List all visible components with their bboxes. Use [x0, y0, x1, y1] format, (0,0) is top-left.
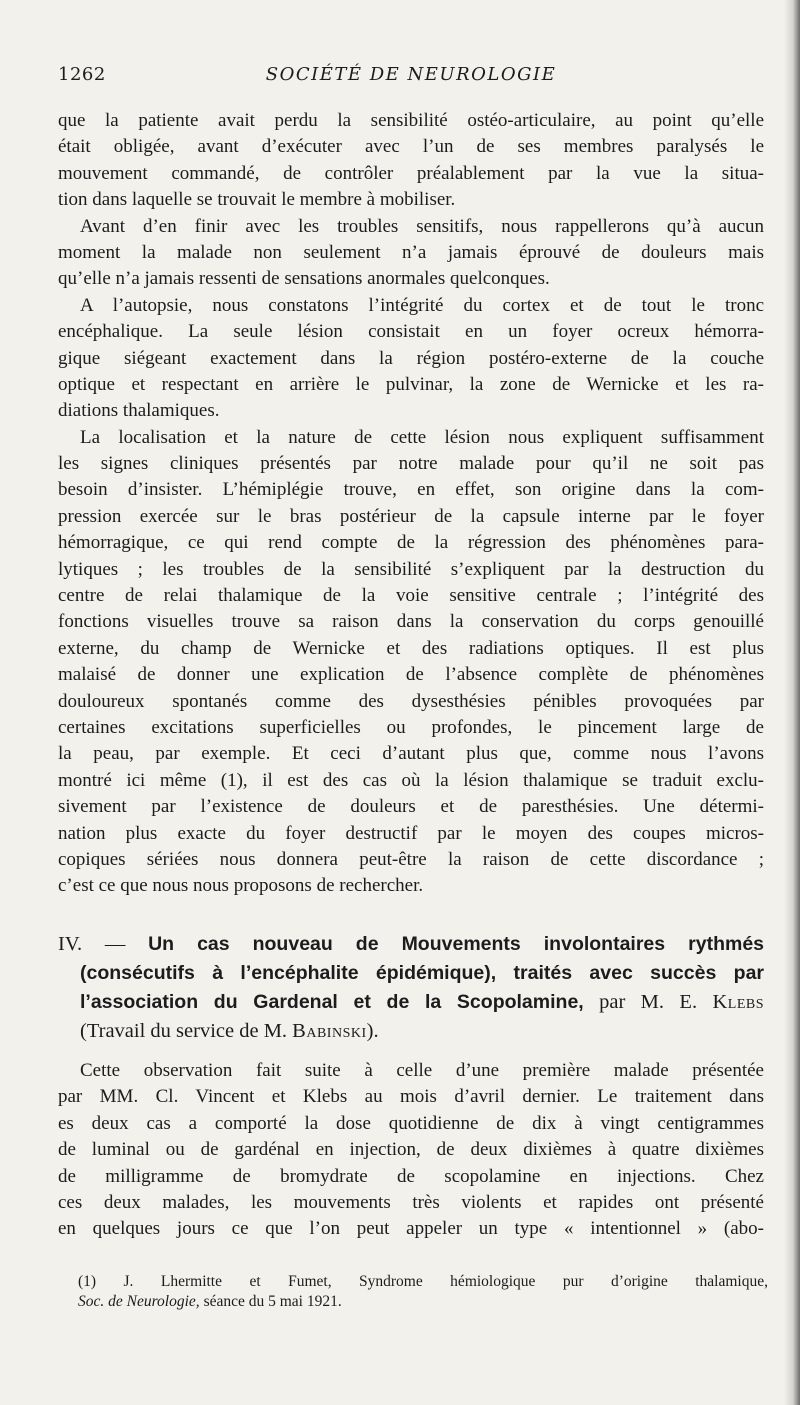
page-header	[58, 64, 764, 88]
text-line: fonctions visuelles trouve sa raison dans la conservation du corps genouillé	[58, 611, 764, 633]
text-line: douloureux spontanés comme des dysesthésies pénibles provoquées par	[58, 690, 764, 712]
text-line: en quelques jours ce que l’on peut appeler un type « intentionnel » (abo-	[58, 1218, 764, 1240]
page-number: 1262	[58, 64, 106, 85]
text-line: ces deux malades, les mouvements très violents et rapides ont présenté	[58, 1191, 764, 1213]
section-title-part-2: (consécutifs à l’encéphalite épidémique), traités avec succès par	[80, 962, 764, 984]
text-line: besoin d’insister. L’hémiplégie trouve, en effet, son origine dans la com-	[58, 479, 764, 501]
running-title: SOCIÉTÉ DE NEUROLOGIE	[265, 64, 557, 85]
text-line: les signes cliniques présentés par notre malade pour qu’il ne soit pas	[58, 453, 764, 475]
footnote-line-1: (1) J. Lhermitte et Fumet, Syndrome hémiologique pur d’origine thalamique,	[78, 1273, 768, 1290]
section-title-line-2	[58, 959, 764, 988]
text-line: optique et respectant en arrière le pulvinar, la zone de Wernicke et les ra-	[58, 373, 764, 395]
service-chief: Babinski	[292, 1020, 367, 1042]
service-prefix: (Travail du service de M.	[80, 1020, 288, 1042]
text-line: de milligramme de bromydrate de scopolamine en injections. Chez	[58, 1165, 764, 1187]
section-title-part-1: Un cas nouveau de Mouvements involontaires rythmés	[148, 933, 765, 955]
text-line: malaisé de donner une explication de l’absence complète de phénomènes	[58, 664, 764, 686]
section-heading	[58, 930, 764, 1046]
text-line: c’est ce que nous nous proposons de rechercher.	[58, 875, 424, 897]
body-text-section-2	[58, 1058, 764, 1243]
footnote-line-2	[78, 1292, 768, 1312]
text-line: A l’autopsie, nous constatons l’intégrité du cortex et de tout le tronc	[80, 294, 764, 316]
text-line: montré ici même (1), il est des cas où la lésion thalamique se traduit exclu-	[58, 769, 764, 791]
text-line: de luminal ou de gardénal en injection, de deux dixièmes à quatre dixièmes	[58, 1139, 764, 1161]
text-line: mouvement commandé, de contrôler préalablement par la vue la situa-	[58, 162, 764, 184]
footnote	[78, 1272, 768, 1312]
text-line: La localisation et la nature de cette lésion nous expliquent suffisamment	[80, 426, 764, 448]
section-service-line	[58, 1017, 764, 1046]
text-line: tion dans laquelle se trouvait le membre à mobiliser.	[58, 189, 456, 211]
text-line: externe, du champ de Wernicke et des radiations optiques. Il est plus	[58, 637, 764, 659]
text-line: copiques sériées nous donnera peut-être la raison de cette discordance ;	[58, 848, 764, 870]
text-line: moment la malade non seulement n’a jamais éprouvé de douleurs mais	[58, 241, 764, 263]
section-number: IV.	[58, 933, 83, 955]
text-line: qu’elle n’a jamais ressenti de sensations anormales quelconques.	[58, 268, 550, 290]
section-title-line-1	[58, 930, 764, 959]
text-line: Avant d’en finir avec les troubles sensitifs, nous rappellerons qu’à aucun	[80, 215, 764, 237]
text-line: que la patiente avait perdu la sensibilité ostéo-articulaire, au point qu’elle	[58, 110, 764, 131]
section-title-part-3: l’association du Gardenal et de la Scopolamine,	[80, 991, 584, 1013]
text-line: hémorragique, ce qui rend compte de la régression des phénomènes para-	[58, 532, 764, 554]
section-title-line-3	[58, 988, 764, 1017]
author-name: Klebs	[712, 991, 765, 1013]
text-line: était obligée, avant d’exécuter avec l’un de ses membres paralysés le	[58, 136, 764, 158]
page-edge-shadow	[784, 0, 800, 1405]
text-line: diations thalamiques.	[58, 400, 220, 422]
text-line: par MM. Cl. Vincent et Klebs au mois d’avril dernier. Le traitement dans	[58, 1086, 764, 1108]
text-line: sivement par l’existence de douleurs et de paresthésies. Une détermi-	[58, 796, 764, 818]
footnote-date: séance du 5 mai 1921.	[203, 1293, 342, 1310]
text-line: pression exercée sur le bras postérieur de la capsule interne par le foyer	[58, 505, 764, 527]
body-text-section-1	[58, 108, 764, 900]
text-line: encéphalique. La seule lésion consistait en un foyer ocreux hémorra-	[58, 321, 764, 343]
text-line: certaines excitations superficielles ou profondes, le pincement large de	[58, 716, 764, 738]
text-line: nation plus exacte du foyer destructif par le moyen des coupes micros-	[58, 822, 764, 844]
service-suffix: ).	[366, 1020, 379, 1042]
text-line: centre de relai thalamique de la voie sensitive centrale ; l’intégrité des	[58, 585, 764, 607]
text-line: la peau, par exemple. Et ceci d’autant plus que, comme nous l’avons	[58, 743, 764, 765]
footnote-journal: Soc. de Neurologie,	[78, 1293, 200, 1310]
text-line: lytiques ; les troubles de la sensibilité s’expliquent par la destruction du	[58, 558, 764, 580]
section-dash: —	[104, 933, 126, 955]
text-line: Cette observation fait suite à celle d’une première malade présentée	[80, 1060, 764, 1081]
text-line: gique siégeant exactement dans la région postéro-externe de la couche	[58, 347, 764, 369]
author-prefix: par M. E.	[599, 991, 698, 1013]
text-line: es deux cas a comporté la dose quotidienne de dix à vingt centigrammes	[58, 1112, 764, 1134]
